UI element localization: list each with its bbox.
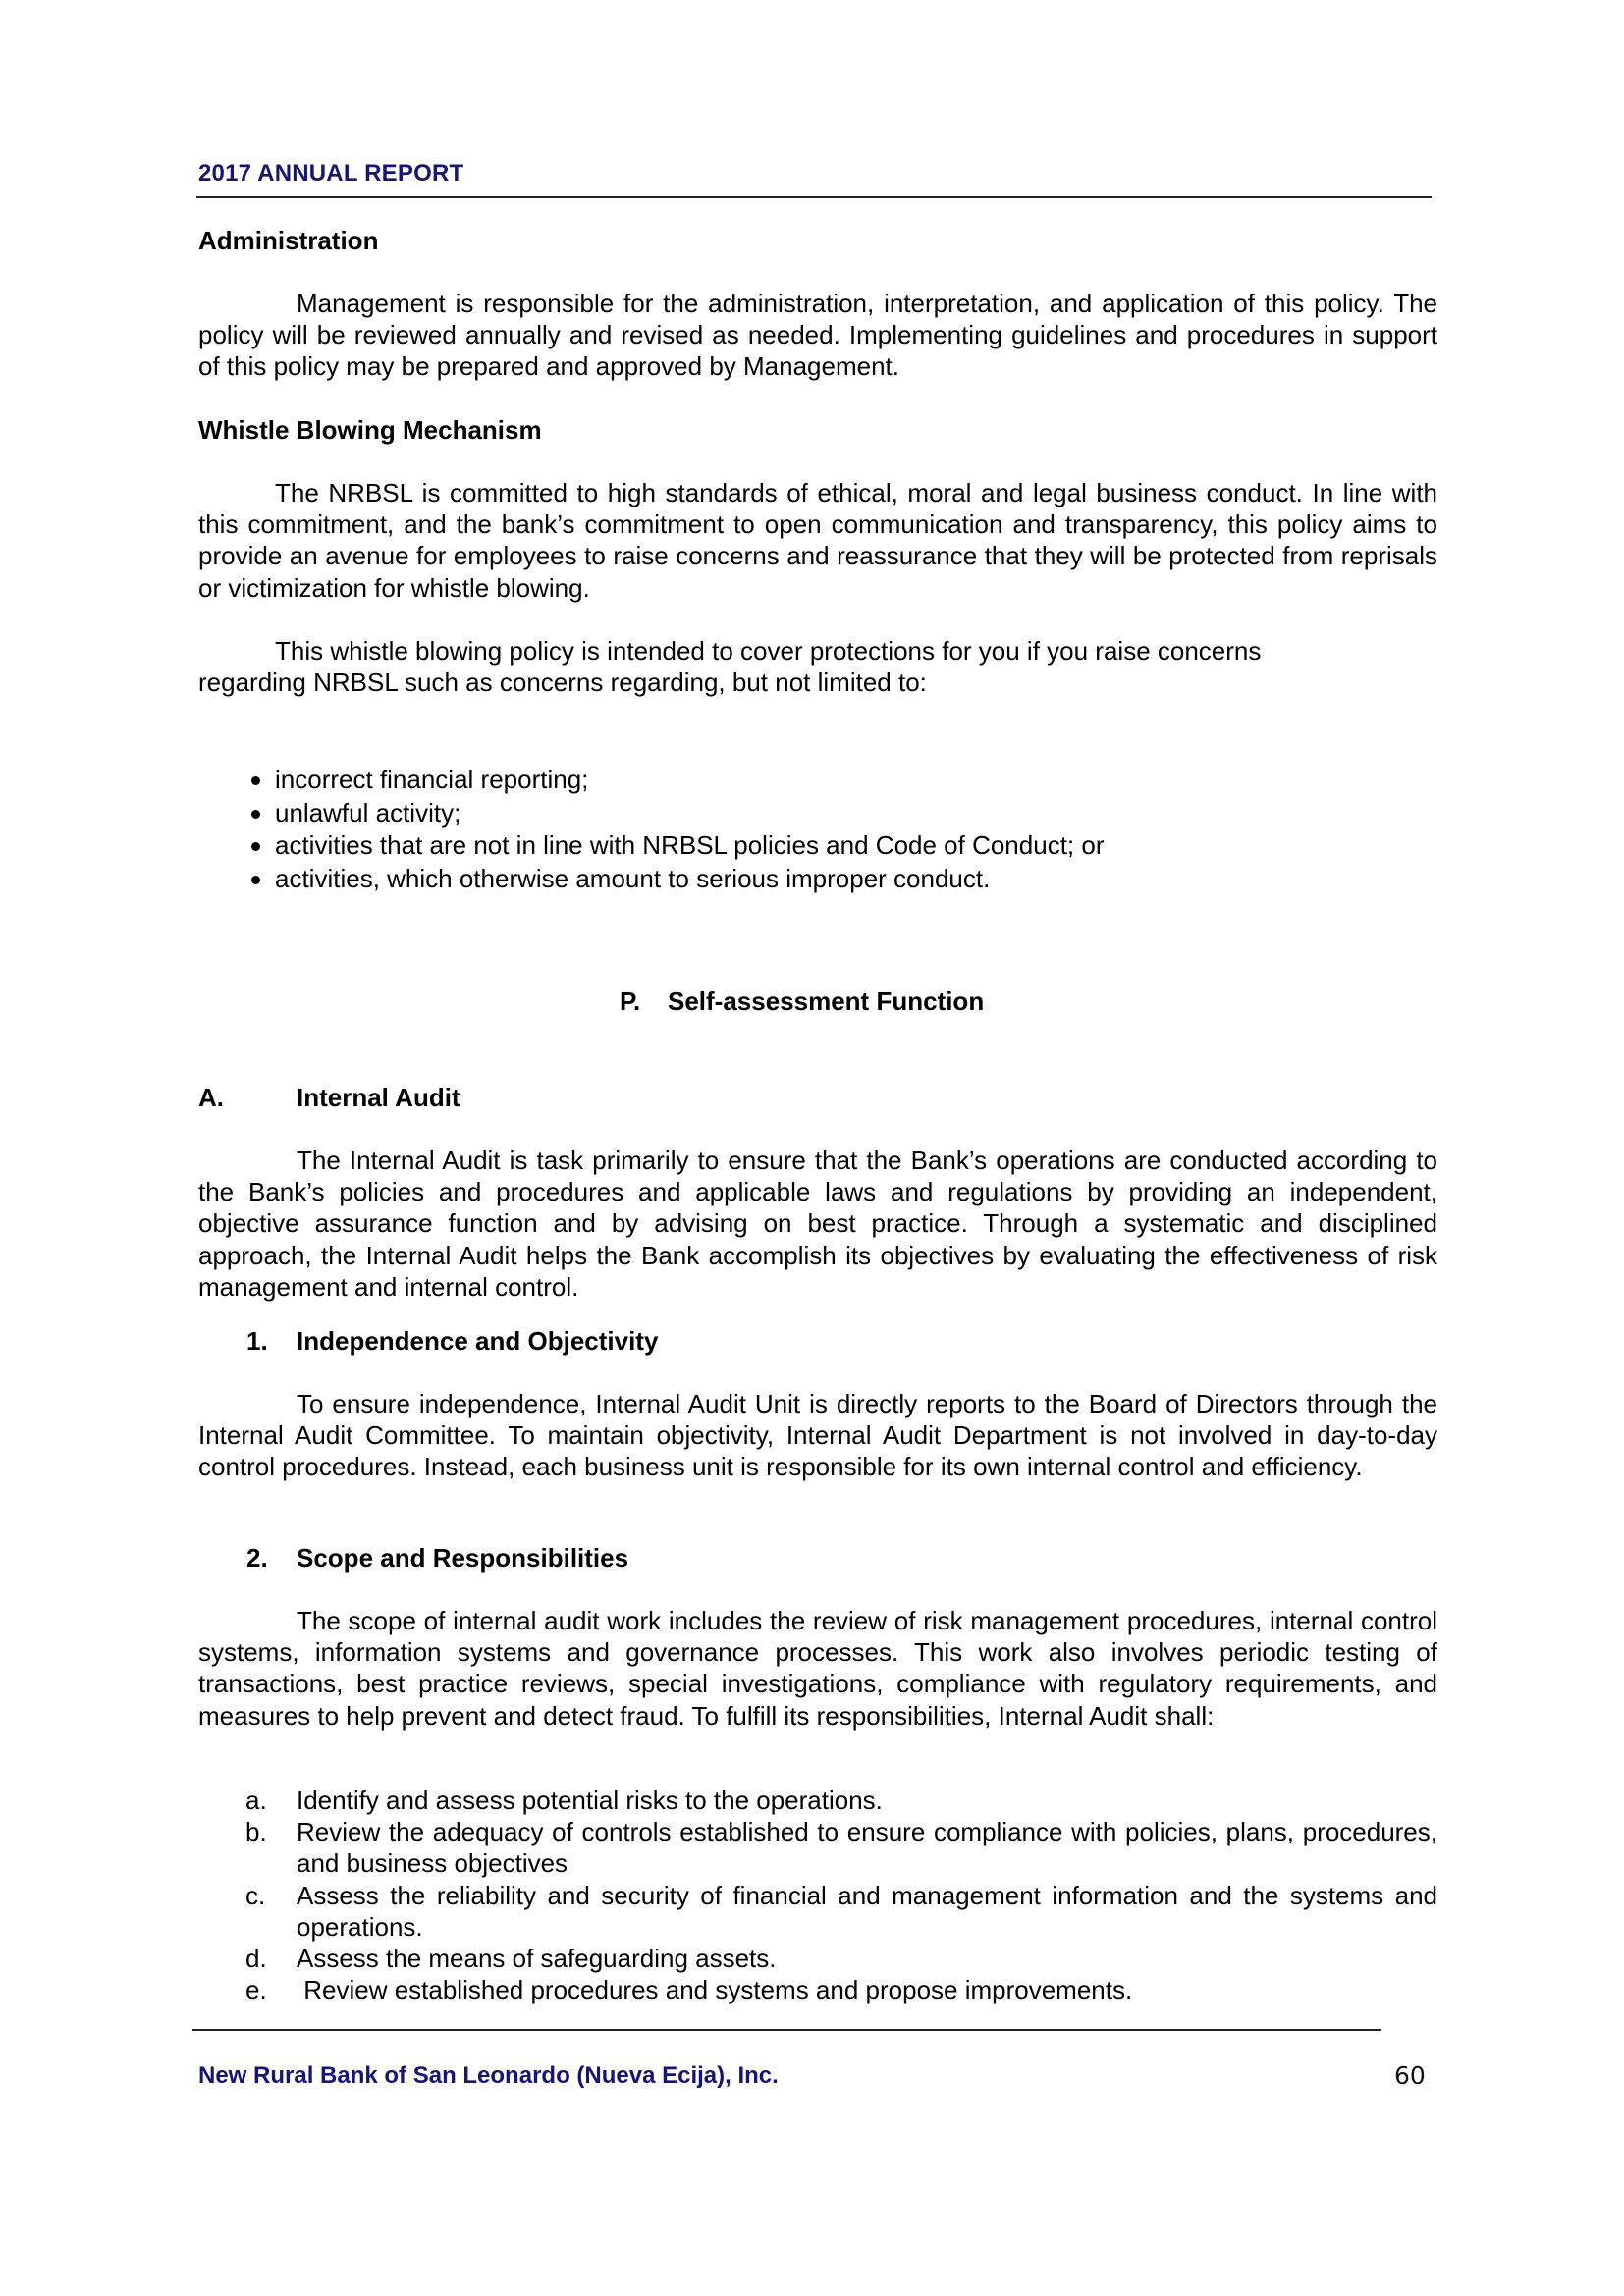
bullet-icon xyxy=(251,776,260,785)
administration-heading: Administration xyxy=(198,226,379,255)
subsection-title: Scope and Responsibilities xyxy=(297,1543,629,1573)
list-item-text: Identify and assess potential risks to the operations. xyxy=(297,1786,883,1815)
list-item xyxy=(251,764,1380,797)
list-item-text: Assess the reliability and security of financial and management information and the systems and operations. xyxy=(297,1880,1437,1942)
self-assessment-section-heading xyxy=(620,986,984,1017)
section-title: Internal Audit xyxy=(297,1083,460,1112)
section-marker: A. xyxy=(198,1083,224,1112)
list-marker: a. xyxy=(245,1786,267,1815)
whistle-blowing-heading: Whistle Blowing Mechanism xyxy=(198,415,542,445)
scope-paragraph: The scope of internal audit work includes the review of risk management procedures, internal control systems, information systems and governance processes. This work also involves periodic testing of transactions, best practice reviews, special investigations, compliance with regulatory requirements, and measures to help prevent and detect fraud. To fulfill its responsibilities, Internal Audit shall: xyxy=(198,1606,1437,1731)
subsection-title: Independence and Objectivity xyxy=(297,1326,659,1356)
bullet-icon xyxy=(251,810,260,819)
list-item-text: unlawful activity; xyxy=(275,797,461,828)
administration-paragraph: Management is responsible for the administration, interpretation, and application of this policy. The policy will be reviewed annually and revised as needed. Implementing guidelines and procedures in support of this policy may be prepared and approved by Management. xyxy=(198,289,1437,382)
list-item-text: Assess the means of safeguarding assets. xyxy=(297,1944,777,1974)
list-item-text: activities, which otherwise amount to serious improper conduct. xyxy=(275,863,991,893)
page-number: 60 xyxy=(1394,2061,1426,2090)
section-marker: P. xyxy=(620,987,641,1016)
list-item xyxy=(251,863,1380,896)
list-marker: d. xyxy=(245,1944,267,1974)
report-header-title: 2017 ANNUAL REPORT xyxy=(198,160,464,187)
list-item xyxy=(245,1880,1437,1943)
whistle-blowing-paragraph-2: This whistle blowing policy is intended to cover protections for you if you raise concerns regarding NRBSL such as concerns regarding, but not limited to: xyxy=(198,636,1262,698)
audit-responsibilities-list xyxy=(245,1785,1437,2005)
list-item-text: Review established procedures and systems and propose improvements. xyxy=(297,1975,1133,2005)
list-marker: c. xyxy=(245,1880,266,1910)
whistle-blowing-paragraph-1: The NRBSL is committed to high standards of ethical, moral and legal business conduct. In line with this commitment, and the bank’s commitment to open communication and transparency, this policy aims to provide an avenue for employees to raise concerns and reassurance that they will be protected from reprisals or victimization for whistle blowing. xyxy=(198,478,1437,603)
list-item-text: activities that are not in line with NRBSL policies and Code of Conduct; or xyxy=(275,830,1105,861)
list-item xyxy=(245,1974,1437,2005)
bullet-icon xyxy=(251,876,260,884)
subsection-marker: 1. xyxy=(246,1326,268,1356)
independence-paragraph: To ensure independence, Internal Audit Unit is directly reports to the Board of Directors through the Internal Audit Committee. To maintain objectivity, Internal Audit Department is not involved in day-to-day control procedures. Instead, each business unit is responsible for its own internal control and efficiency. xyxy=(198,1389,1437,1482)
list-item xyxy=(251,829,1380,863)
list-item-text: Review the adequacy of controls established to ensure compliance with policies, plans, procedures, and business objectives xyxy=(297,1817,1437,1879)
list-item xyxy=(245,1816,1437,1879)
internal-audit-paragraph: The Internal Audit is task primarily to ensure that the Bank’s operations are conducted according to the Bank’s policies and procedures and applicable laws and regulations by providing an independent, objective assurance function and by advising on best practice. Through a systematic and disciplined approach, the Internal Audit helps the Bank accomplish its objectives by evaluating the effectiveness of risk management and internal control. xyxy=(198,1146,1437,1302)
list-item xyxy=(251,797,1380,830)
whistle-blowing-concerns-list xyxy=(251,764,1380,895)
list-item xyxy=(245,1785,1437,1816)
footer-divider xyxy=(192,2029,1381,2031)
list-marker: b. xyxy=(245,1817,267,1847)
list-item xyxy=(245,1943,1437,1974)
section-title: Self-assessment Function xyxy=(668,987,985,1016)
subsection-marker: 2. xyxy=(246,1543,268,1573)
header-divider xyxy=(196,196,1432,198)
footer-organization-name: New Rural Bank of San Leonardo (Nueva Ecija), Inc. xyxy=(198,2062,779,2089)
list-marker: e. xyxy=(245,1975,267,2005)
list-item-text: incorrect financial reporting; xyxy=(275,765,589,794)
bullet-icon xyxy=(251,842,260,851)
